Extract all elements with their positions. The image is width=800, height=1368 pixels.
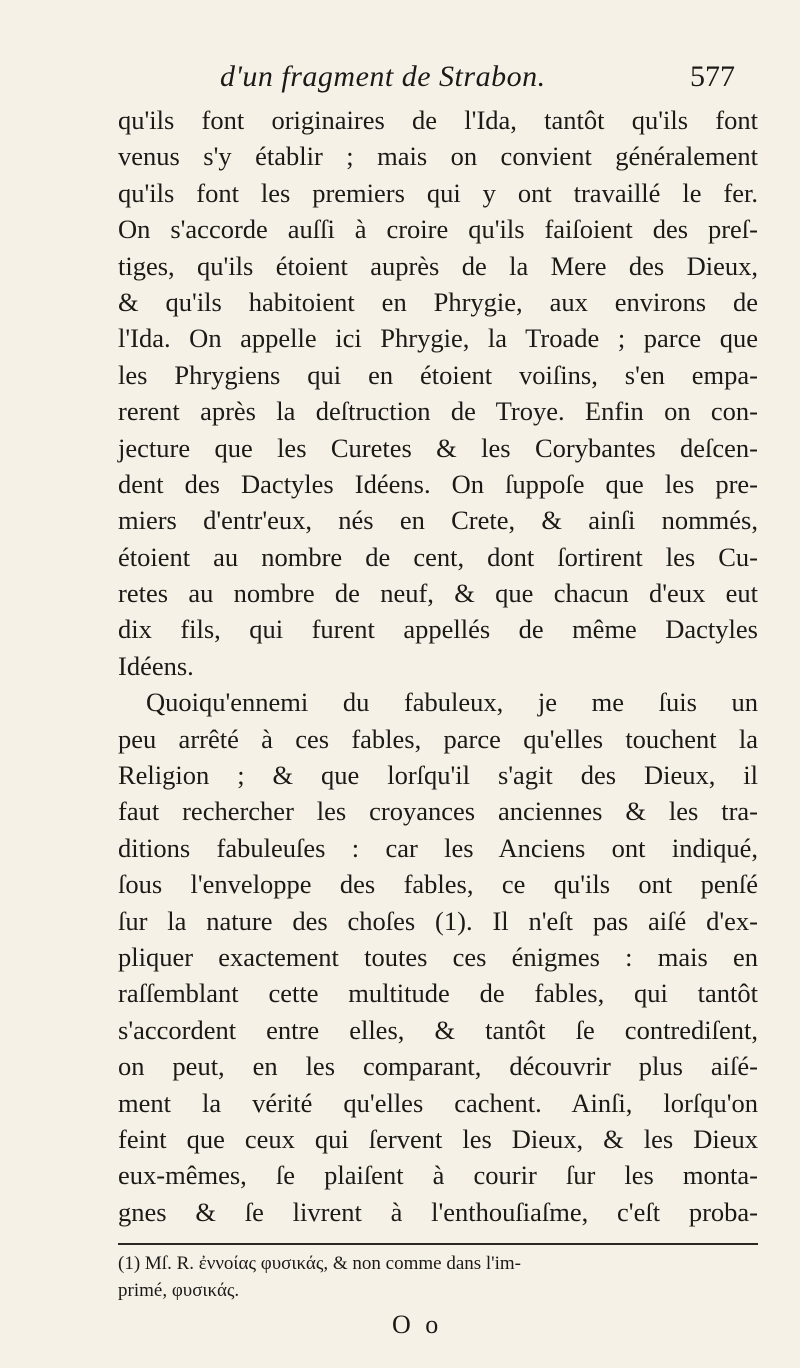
text-line: raſſemblant cette multitude de fables, qui tantôt xyxy=(118,978,758,1009)
text-line: venus s'y établir ; mais on convient généralement xyxy=(118,141,758,172)
text-line: ſous l'enveloppe des fables, ce qu'ils ont penſé xyxy=(118,869,758,900)
text-line: Religion ; & que lorſqu'il s'agit des Dieux, il xyxy=(118,760,758,791)
text-line: & qu'ils habitoient en Phrygie, aux environs de xyxy=(118,286,758,317)
text-line: feint que ceux qui ſervent les Dieux, & les Dieux xyxy=(118,1123,758,1154)
text-line: jecture que les Curetes & les Corybantes deſcen- xyxy=(118,432,758,463)
text-line: l'Ida. On appelle ici Phrygie, la Troade ; parce que xyxy=(118,323,758,354)
text-line: miers d'entr'eux, nés en Crete, & ainſi nommés, xyxy=(118,505,758,536)
text-line: gnes & ſe livrent à l'enthouſiaſme, c'eſt proba- xyxy=(118,1196,758,1227)
text-line: eux-mêmes, ſe plaiſent à courir ſur les monta- xyxy=(118,1160,758,1191)
text-line: on peut, en les comparant, découvrir plus aiſé- xyxy=(118,1051,758,1082)
text-line: qu'ils font les premiers qui y ont travaillé le fer. xyxy=(118,177,758,208)
text-line: s'accordent entre elles, & tantôt ſe contrediſent, xyxy=(118,1014,758,1045)
text-line: qu'ils font originaires de l'Ida, tantôt qu'ils font xyxy=(118,105,758,135)
signature-mark: O o xyxy=(392,1310,443,1339)
page-number: 577 xyxy=(690,60,735,93)
text-line: ment la vérité qu'elles cachent. Ainſi, lorſqu'on xyxy=(118,1087,758,1118)
text-line: tiges, qu'ils étoient auprès de la Mere des Dieux, xyxy=(118,250,758,281)
text-line: ſur la nature des choſes (1). Il n'eſt pas aiſé d'ex- xyxy=(118,905,758,936)
text-line: retes au nombre de neuf, & que chacun d'eux eut xyxy=(118,578,758,609)
text-line: pliquer exactement toutes ces énigmes : mais en xyxy=(118,941,758,972)
text-line: ditions fabuleuſes : car les Anciens ont indiqué, xyxy=(118,832,758,863)
footnote xyxy=(118,1250,758,1304)
text-line: faut rechercher les croyances anciennes & les tra- xyxy=(118,796,758,827)
text-line: peu arrêté à ces fables, parce qu'elles touchent la xyxy=(118,723,758,754)
footnote-divider xyxy=(118,1243,758,1245)
paragraph-start-line: Quoiqu'ennemi du fabuleux, je me ſuis un xyxy=(146,687,758,718)
text-line: rerent après la deſtruction de Troye. Enfin on con- xyxy=(118,396,758,427)
text-line: On s'accorde auſſi à croire qu'ils faiſoient des preſ- xyxy=(118,214,758,245)
footnote-line: primé, φυσικάς. xyxy=(118,1280,240,1301)
text-line: dent des Dactyles Idéens. On ſuppoſe que les pre- xyxy=(118,468,758,499)
footnote-line: (1) Mſ. R. ἐννοίας φυσικάς, & non comme dans l'im- xyxy=(118,1253,521,1274)
text-line: dix fils, qui furent appellés de même Dactyles xyxy=(118,614,758,645)
text-line: Idéens. xyxy=(118,650,194,681)
text-line: les Phrygiens qui en étoient voiſins, s'en empa- xyxy=(118,359,758,390)
text-line: étoient au nombre de cent, dont ſortirent les Cu- xyxy=(118,541,758,572)
running-title: d'un fragment de Strabon. xyxy=(220,60,546,93)
main-text xyxy=(118,102,758,1230)
